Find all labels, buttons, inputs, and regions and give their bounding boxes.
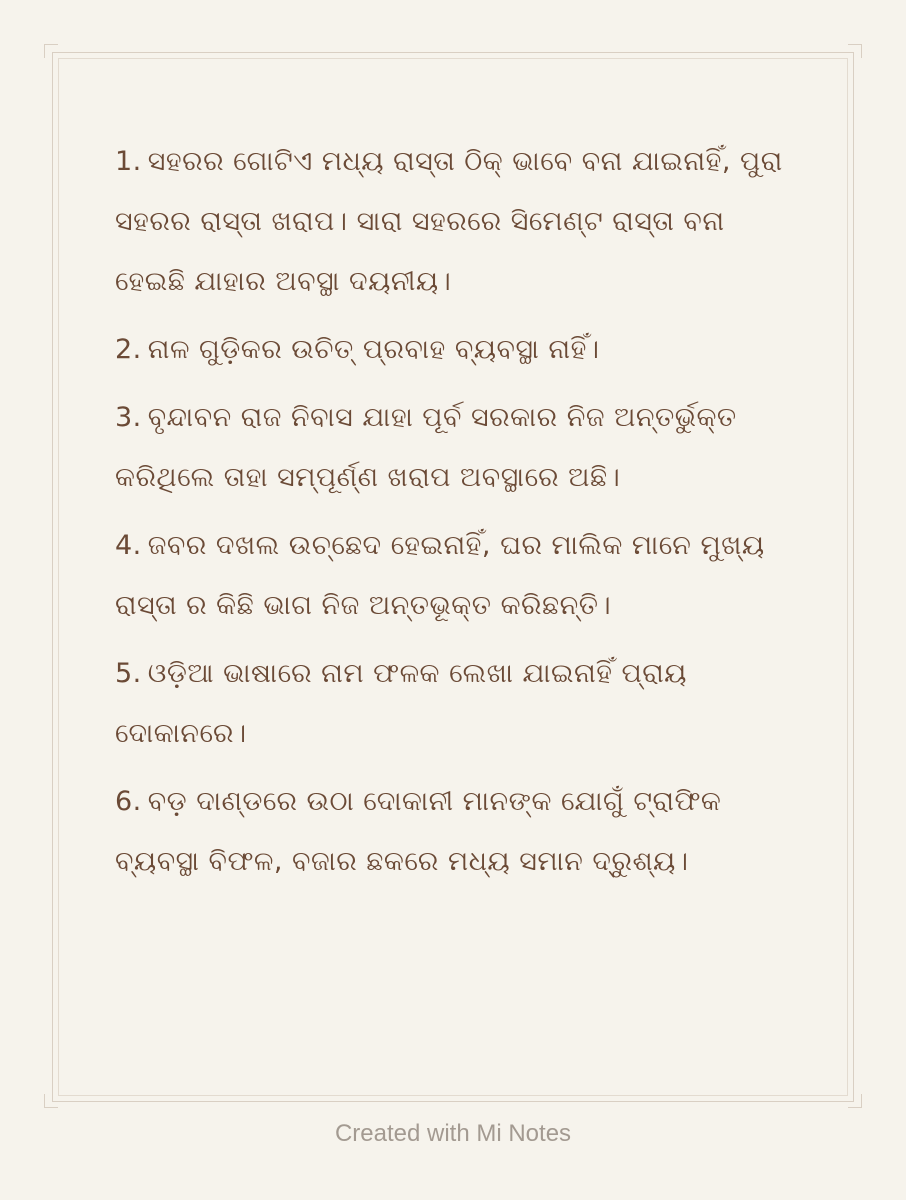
note-item-6 — [115, 772, 795, 892]
note-item-4 — [115, 516, 795, 636]
item-number: 4. — [115, 530, 142, 561]
item-text: ସହରର ଗୋଟିଏ ମଧ୍ୟ ରାସ୍ତା ଠିକ୍ ଭାବେ ବନା ଯାଇନାହିଁ, ପୁରା ସହରର ରାସ୍ତା ଖରାପ। ସାରା ସହରରେ ସିମେଣ୍ଟ ରାସ୍ତା ବନା ହେଇଛି ଯାହାର ଅବସ୍ଥା ଦୟନୀୟ। — [115, 146, 783, 297]
corner-ornament-bottom-right — [848, 1094, 862, 1108]
item-text: ଜବର ଦଖଲ ଉଚ୍ଛେଦ ହେଇନାହିଁ, ଘର ମାଲିକ ମାନେ ମୁଖ୍ୟ ରାସ୍ତା ର କିଛି ଭାଗ ନିଜ ଅନ୍ତଭୂକ୍ତ କରିଛନ୍ତି। — [115, 530, 765, 621]
corner-ornament-bottom-left — [44, 1094, 58, 1108]
item-number: 3. — [115, 402, 142, 433]
item-text: ଓଡ଼ିଆ ଭାଷାରେ ନାମ ଫଳକ ଲେଖା ଯାଇନାହିଁ ପ୍ରାୟ ଦୋକାନରେ। — [115, 658, 687, 749]
item-text: ନାଳ ଗୁଡ଼ିକର ଉଚିତ୍ ପ୍ରବାହ ବ୍ୟବସ୍ଥା ନାହିଁ। — [147, 334, 600, 365]
note-content — [115, 132, 795, 900]
corner-ornament-top-left — [44, 44, 58, 58]
item-number: 5. — [115, 658, 142, 689]
note-item-3 — [115, 388, 795, 508]
item-number: 1. — [115, 146, 142, 177]
item-number: 6. — [115, 786, 142, 817]
note-item-5 — [115, 644, 795, 764]
note-item-1 — [115, 132, 795, 312]
item-text: ବୃନ୍ଦାବନ ରାଜ ନିବାସ ଯାହା ପୂର୍ବ ସରକାର ନିଜ ଅନ୍ତର୍ଭୁକ୍ତ କରିଥିଲେ ତାହା ସମ୍ପୂର୍ଣ୍ଣ ଖରାପ ଅବସ୍ଥାରେ ଅଛି। — [115, 402, 737, 493]
item-text: ବଡ଼ ଦାଣ୍ଡରେ ଉଠା ଦୋକାନୀ ମାନଙ୍କ ଯୋଗୁଁ ଟ୍ରାଫିକ ବ୍ୟବସ୍ଥା ବିଫଳ, ବଜାର ଛକରେ ମଧ୍ୟ ସମାନ ଦ୍ରୁଶ୍ୟ। — [115, 786, 722, 877]
item-number: 2. — [115, 334, 142, 365]
note-item-2 — [115, 320, 795, 380]
footer-watermark: Created with Mi Notes — [334, 1120, 572, 1147]
corner-ornament-top-right — [848, 44, 862, 58]
